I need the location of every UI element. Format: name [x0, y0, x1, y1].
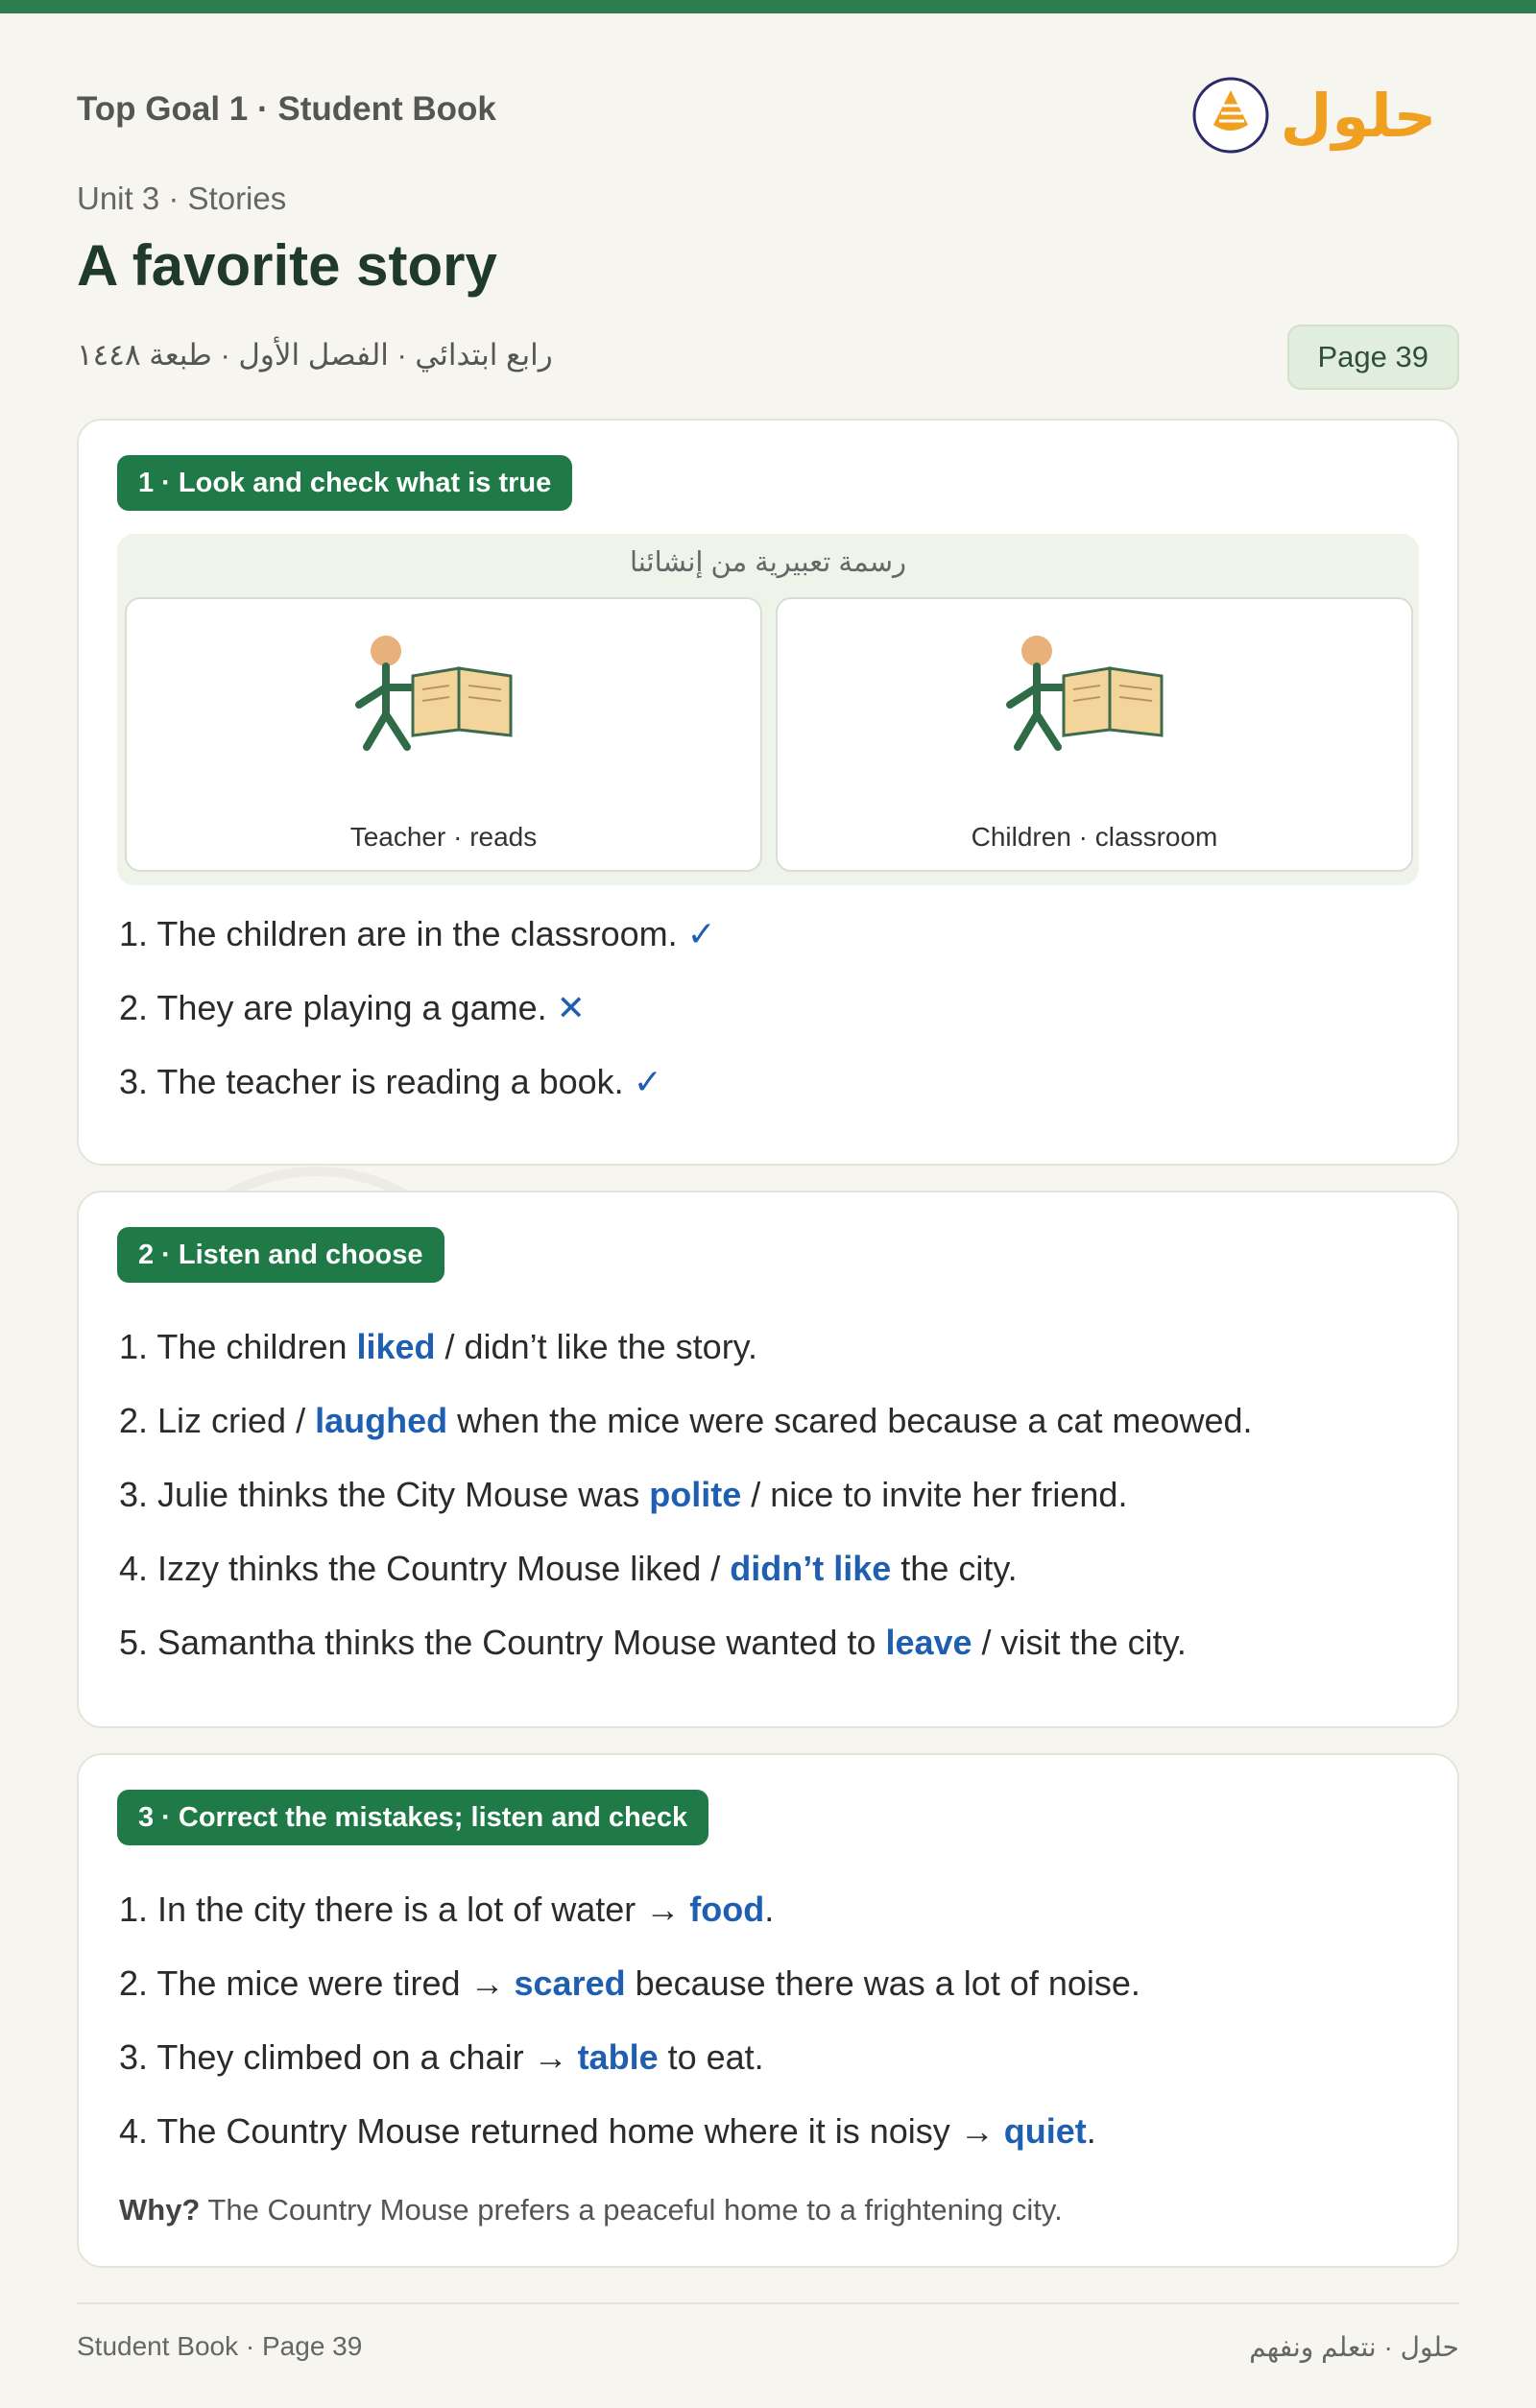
exercise-3-card [77, 1753, 1459, 2268]
why-text: The Country Mouse prefers a peaceful home to a frightening city. [200, 2193, 1063, 2227]
exercise-3-title: 3 · Correct the mistakes; listen and check [117, 1790, 708, 1845]
hulul-logo [1190, 67, 1440, 163]
grade-subtitle: رابع ابتدائي · الفصل الأول · طبعة ١٤٤٨ [77, 338, 553, 372]
list-item: 1. The children liked / didn’t like the story. [119, 1327, 758, 1366]
book-title: Top Goal 1 · Student Book [77, 90, 496, 128]
illustration-caption: رسمة تعبيرية من إنشائنا [629, 547, 907, 578]
list-item: 2. Liz cried / laughed when the mice were scared because a cat meowed. [119, 1401, 1253, 1440]
reading-figure-icon [346, 630, 538, 764]
exercise-2-card [77, 1191, 1459, 1728]
panel-label-children: Children · classroom [971, 822, 1218, 852]
answer-highlight: table [577, 2037, 659, 2077]
exercise-1-card [77, 419, 1459, 1166]
panel-label-teacher: Teacher · reads [349, 822, 538, 852]
list-item: 1. In the city there is a lot of water → food. [119, 1890, 775, 1929]
illustration-panel-children [776, 597, 1413, 872]
logo-text: حلول [1280, 81, 1437, 151]
top-accent-bar [0, 0, 1536, 13]
answer-highlight: leave [885, 1623, 972, 1662]
exercise-1-title: 1 · Look and check what is true [117, 455, 572, 511]
answer-highlight: scared [514, 1963, 626, 2003]
page-badge: Page 39 [1287, 325, 1460, 390]
answer-highlight: liked [356, 1327, 436, 1366]
illustration-panel-teacher [125, 597, 762, 872]
page-title: A favorite story [77, 233, 497, 298]
footer-divider [77, 2302, 1459, 2304]
why-note [119, 2193, 1063, 2227]
cross-mark-icon: ✕ [556, 988, 586, 1027]
footer-brand: حلول · نتعلم ونفهم [1249, 2332, 1459, 2362]
answer-highlight: food [689, 1890, 765, 1929]
list-item: 3. The teacher is reading a book. ✓ [119, 1062, 662, 1101]
list-item: 2. They are playing a game. ✕ [119, 988, 586, 1027]
why-label: Why? [119, 2193, 201, 2227]
list-item: 2. The mice were tired → scared because there was a lot of noise. [119, 1963, 1140, 2003]
footer-page-info: Student Book · Page 39 [77, 2331, 363, 2361]
reading-figure-icon [996, 630, 1188, 764]
list-item: 1. The children are in the classroom. ✓ [119, 914, 716, 953]
list-item: 3. Julie thinks the City Mouse was polite / nice to invite her friend. [119, 1475, 1128, 1514]
answer-highlight: polite [649, 1475, 742, 1514]
check-mark-icon: ✓ [686, 914, 716, 953]
unit-label: Unit 3 · Stories [77, 181, 287, 216]
list-item: 5. Samantha thinks the Country Mouse wanted to leave / visit the city. [119, 1623, 1187, 1662]
check-mark-icon: ✓ [633, 1062, 662, 1101]
exercise-2-title: 2 · Listen and choose [117, 1227, 444, 1283]
answer-highlight: laughed [315, 1401, 448, 1440]
answer-highlight: quiet [1003, 2111, 1087, 2151]
illustration-box [117, 534, 1419, 885]
list-item: 4. Izzy thinks the Country Mouse liked / didn’t like the city. [119, 1549, 1018, 1588]
list-item: 3. They climbed on a chair → table to eat. [119, 2037, 764, 2077]
list-item: 4. The Country Mouse returned home where it is noisy → quiet. [119, 2111, 1096, 2151]
answer-highlight: didn’t like [730, 1549, 892, 1588]
